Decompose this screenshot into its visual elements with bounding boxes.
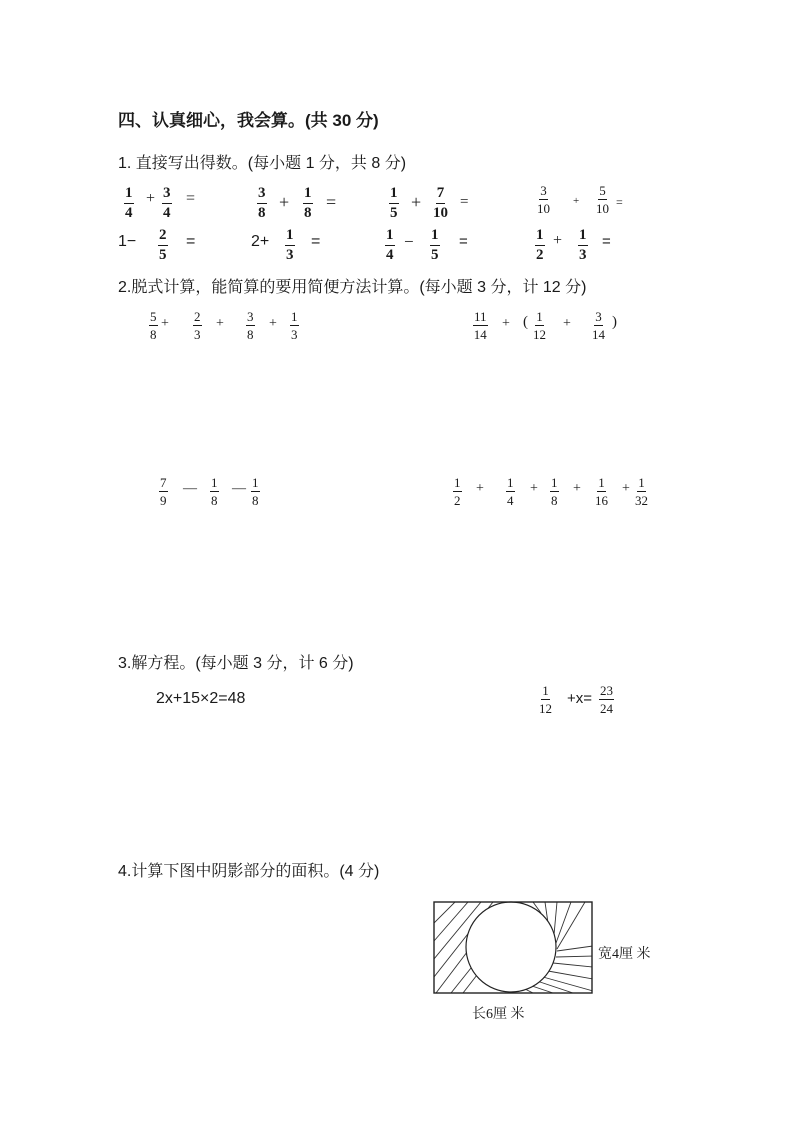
fraction: $\frac{1}{8}$	[304, 185, 312, 221]
operator: —	[232, 481, 246, 496]
operator: +	[269, 316, 277, 331]
operator: +	[530, 481, 538, 496]
fraction: $\frac{3}{14}$	[592, 309, 605, 342]
fraction: $\frac{1}{8}$	[551, 475, 558, 508]
equals: =	[459, 233, 468, 250]
fraction: $\frac{2}{3}$	[194, 309, 201, 342]
equals: =	[186, 233, 196, 250]
fraction: $\frac{3}{8}$	[247, 309, 254, 342]
fraction: $\frac{2}{5}$	[159, 227, 167, 263]
fraction: $\frac{1}{32}$	[635, 475, 648, 508]
fraction: $\frac{1}{5}$	[390, 185, 398, 221]
fraction: $\frac{1}{16}$	[595, 475, 608, 508]
fraction: $\frac{1}{12}$	[533, 309, 546, 342]
equation-1: 2x+15×2=48	[156, 690, 246, 707]
operator: +	[411, 192, 422, 212]
fraction: $\frac{1}{3}$	[291, 309, 298, 342]
question-2-title: 2.脱式计算，能简算的要用简便方法计算。(每小题 3 分，计 12 分)	[118, 279, 587, 296]
fraction: $\frac{11}{14}$	[473, 309, 487, 342]
paren-close: )	[612, 314, 617, 330]
question-1-title: 1. 直接写出得数。(每小题 1 分，共 8 分)	[118, 155, 407, 172]
equals: =	[616, 195, 623, 209]
operator: +	[553, 232, 563, 249]
fraction: $\frac{7}{10}$	[433, 185, 448, 221]
operator: —	[183, 481, 197, 496]
equals: =	[326, 192, 337, 212]
operator: +	[279, 192, 290, 212]
operator: +	[476, 481, 484, 496]
operator: +	[161, 316, 169, 331]
equals: =	[602, 233, 611, 250]
fraction: $\frac{5}{10}$	[596, 183, 609, 216]
fraction: $\frac{1}{8}$	[252, 475, 259, 508]
fraction: $\frac{1}{4}$	[386, 227, 394, 263]
equals: =	[186, 190, 196, 207]
length-label: 长6厘 米	[472, 1007, 525, 1022]
rectangle-with-circle	[433, 901, 595, 996]
fraction: $\frac{1}{12}$	[539, 683, 552, 716]
operator: +	[502, 316, 510, 331]
fraction: $\frac{5}{8}$	[150, 309, 157, 342]
operator: +	[216, 316, 224, 331]
width-label: 宽4厘 米	[598, 947, 651, 962]
lead-term: 1−	[118, 233, 137, 250]
equals: =	[460, 194, 469, 210]
fraction: $\frac{23}{24}$	[600, 683, 613, 716]
shaded-area-figure	[433, 901, 595, 996]
circle-shape	[466, 902, 556, 992]
operator: +	[563, 316, 571, 331]
equals: =	[311, 233, 321, 250]
operator: +	[622, 481, 630, 496]
lead-term: 2+	[251, 233, 270, 250]
paren-open: (	[523, 314, 528, 330]
fraction: $\frac{1}{5}$	[431, 227, 439, 263]
fraction: $\frac{1}{4}$	[507, 475, 514, 508]
fraction: $\frac{1}{2}$	[536, 227, 544, 263]
question-3-title: 3.解方程。(每小题 3 分，计 6 分)	[118, 655, 354, 672]
fraction: $\frac{1}{2}$	[454, 475, 461, 508]
equation-middle: +x=	[567, 690, 593, 707]
question-4-title: 4.计算下图中阴影部分的面积。(4 分)	[118, 863, 380, 880]
fraction: $\frac{1}{8}$	[211, 475, 218, 508]
operator: −	[404, 232, 414, 251]
fraction: $\frac{7}{9}$	[160, 475, 167, 508]
section-title: 四、认真细心，我会算。(共 30 分)	[118, 111, 379, 130]
operator: +	[573, 195, 580, 207]
fraction: $\frac{3}{4}$	[163, 185, 171, 221]
fraction: $\frac{1}{3}$	[579, 227, 587, 263]
fraction: $\frac{3}{10}$	[537, 183, 550, 216]
fraction: $\frac{3}{8}$	[258, 185, 266, 221]
operator: +	[573, 481, 581, 496]
operator: +	[146, 190, 156, 207]
fraction: $\frac{1}{3}$	[286, 227, 294, 263]
fraction: $\frac{1}{4}$	[125, 185, 133, 221]
